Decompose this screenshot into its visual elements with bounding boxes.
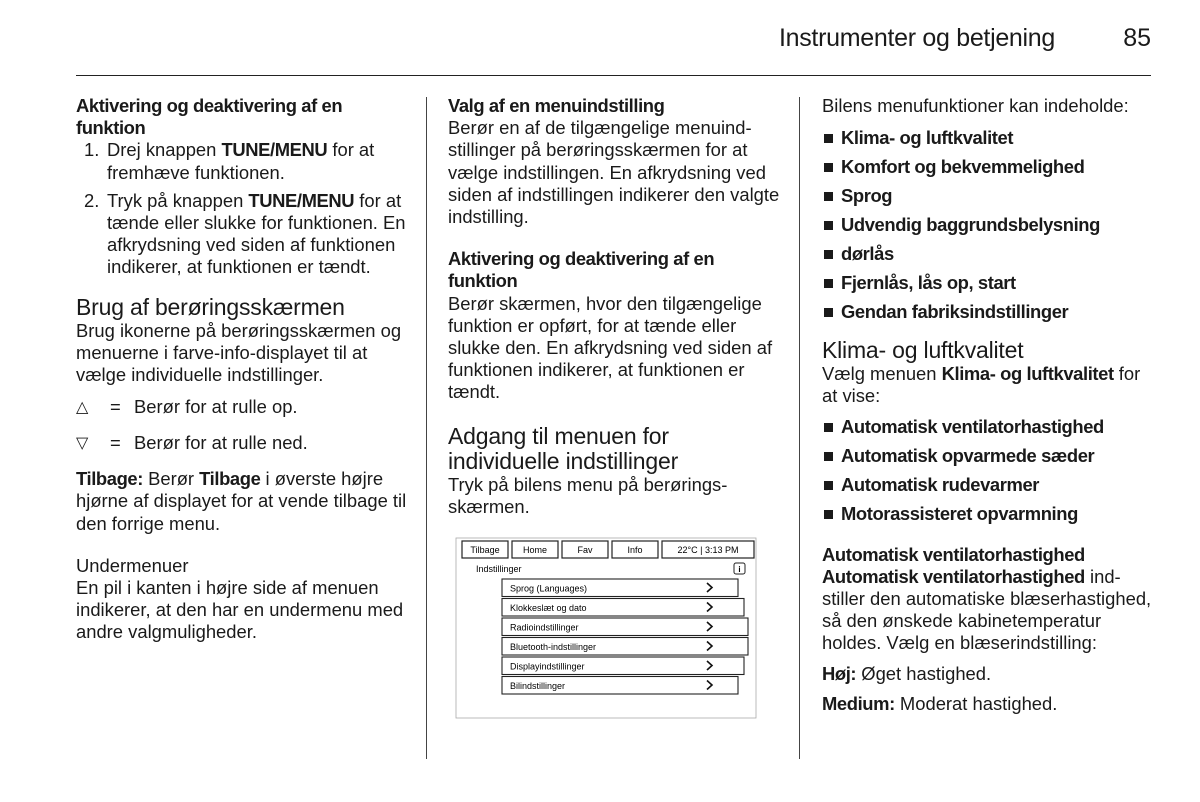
features-intro: Bilens menufunktioner kan indeholde: [822,95,1129,116]
symbol-description: Berør for at rulle op. [134,396,298,418]
list-item: Udvendig baggrundsbelysning [822,210,1156,239]
fan-speed-term: Automatisk ventilatorhastighed [822,565,1085,587]
list-item: Gendan fabriksindstillinger [822,297,1156,326]
settings-list-item[interactable] [502,618,748,636]
settings-list-item-label: Displayindstillinger [510,661,585,672]
activation-text: Berør skærmen, hvor den tilgængelige funktion er opført, for at tænde eller slukke den. En afkrydsning ved siden af funktionen indikerer, at funktionen er tændt. [448,292,773,403]
choose-text: Vælg menuen [822,363,942,385]
list-item: Automatisk ventilatorhastighed [822,412,1156,441]
steps-list [76,139,411,278]
list-item: Klima- og luftkvalitet [822,123,1156,152]
running-header-title: Instrumenter og betjening [778,24,1055,52]
touchscreen-intro: Brug ikonerne på berøringsskærmen og menuerne i farve-info-displayet til at vælge individuelle indstillinger. [76,319,402,386]
status-text: 22°C | 3:13 PM [677,545,739,555]
list-item: dørlås [822,239,1156,268]
screen-title: Indstillinger [476,564,522,574]
subheading-activation: Aktivering og deaktivering af en funktion [76,95,343,139]
high-speed-line [822,663,1156,685]
equals-sign: = [110,432,121,454]
screen-tab-bar [462,541,754,558]
settings-list-item[interactable] [502,657,744,675]
column-1 [76,95,411,644]
tab-fav-label: Fav [577,545,593,555]
back-label: Tilbage: [76,468,143,490]
fan-speed-desc [822,566,1156,655]
settings-list-item-label: Klokkeslæt og dato [510,603,587,613]
settings-screen-illustration [452,535,780,727]
tab-info-label: Info [627,545,643,555]
climate-choose-text [822,363,1156,407]
choose-text: for at vise: [822,363,1141,407]
step-number: 1. [84,139,100,161]
settings-list-item-label: Bilindstillinger [510,681,566,691]
select-setting-text: Berør en af de tilgængelige menuindstillinger på berøringsskærmen for at vælge indstillingen. En afkrydsning ved siden af indstillingen indikerer den valgte indstilling. [448,117,780,228]
tab-home-label: Home [522,545,548,555]
list-item: Automatisk opvarmede sæder [822,441,1156,470]
tab-back-label: Tilbage [470,545,500,555]
step-knob-name: TUNE/MENU [221,139,328,161]
step-knob-name: TUNE/MENU [248,189,355,211]
column-3 [822,95,1156,715]
settings-list-item[interactable] [502,599,744,617]
settings-list-item[interactable] [502,579,738,597]
down-triangle-icon: ▽ [76,433,89,453]
list-item: Automatisk rudevarmer [822,470,1156,499]
step-text: for at fremhæve funktionen. [107,139,375,183]
up-triangle-icon: △ [76,397,89,417]
step-item [76,139,411,183]
section-heading-menu-access: Adgang til menuen for individuelle indstillinger [448,422,679,474]
menu-access-text: Tryk på bilens menu på berøringsskærmen. [448,473,728,517]
section-heading-climate: Klima- og luftkvalitet [822,337,1024,364]
fan-speed-text: indstiller den automatiske blæserhastighed, så den ønskede kabinetemperatur holdes. Vælg en blæserindstilling: [822,565,1152,654]
medium-label: Medium: [822,692,895,714]
list-item: Motorassisteret opvarmning [822,499,1156,528]
submenu-text: En pil i kanten i højre side af menuen indikerer, at den har en undermenu med andre valgmuligheder. [76,577,404,643]
high-label: Høj: [822,662,857,684]
step-text: for at tænde eller slukke for funktionen. En afkrydsning ved siden af funktionen indikerer, at funktionen er tændt. [107,189,406,278]
subheading-activation-2: Aktivering og deaktivering af en funktion [448,248,715,292]
step-number: 2. [84,189,100,211]
subheading-fan-speed: Automatisk ventilatorhastighed [822,543,1085,565]
step-text: Tryk på knappen [107,189,249,211]
symbol-row [76,392,411,422]
column-divider-2 [799,97,800,759]
subheading-submenus: Undermenuer [76,554,189,576]
step-text: Drej knappen [107,139,222,161]
page-number: 85 [1123,24,1151,52]
settings-list-item[interactable] [502,638,748,656]
features-list [822,123,1156,326]
settings-list-item-label: Bluetooth-indstillinger [510,642,597,652]
section-heading-touchscreen: Brug af berøringsskærmen [76,293,345,320]
back-paragraph [76,468,411,535]
back-button-name: Tilbage [199,468,261,490]
high-text: Øget hastighed. [856,662,992,684]
equals-sign: = [110,396,121,418]
back-text: i øverste højre hjørne af displayet for at vende tilbage til den forrige menu. [76,468,407,534]
medium-speed-line [822,693,1156,715]
symbol-row [76,428,411,458]
medium-text: Moderat hastighed. [894,692,1058,714]
settings-list-item[interactable] [502,677,738,695]
back-text: Berør [142,468,200,490]
column-2 [448,95,782,518]
choose-menu-name: Klima- og luftkvalitet [941,363,1114,385]
climate-list [822,412,1156,528]
step-item [76,190,411,279]
subheading-select-setting: Valg af en menuindstilling [448,95,665,116]
column-divider-1 [426,97,427,759]
settings-list-item-label: Sprog (Languages) [510,583,588,594]
list-item: Fjernlås, lås op, start [822,268,1156,297]
list-item: Sprog [822,181,1156,210]
settings-list-item-label: Radioindstillinger [510,622,579,633]
screen-info-glyph: i [738,565,741,574]
list-item: Komfort og bekvemmelighed [822,152,1156,181]
symbol-description: Berør for at rulle ned. [134,432,308,454]
header-rule [76,75,1151,76]
